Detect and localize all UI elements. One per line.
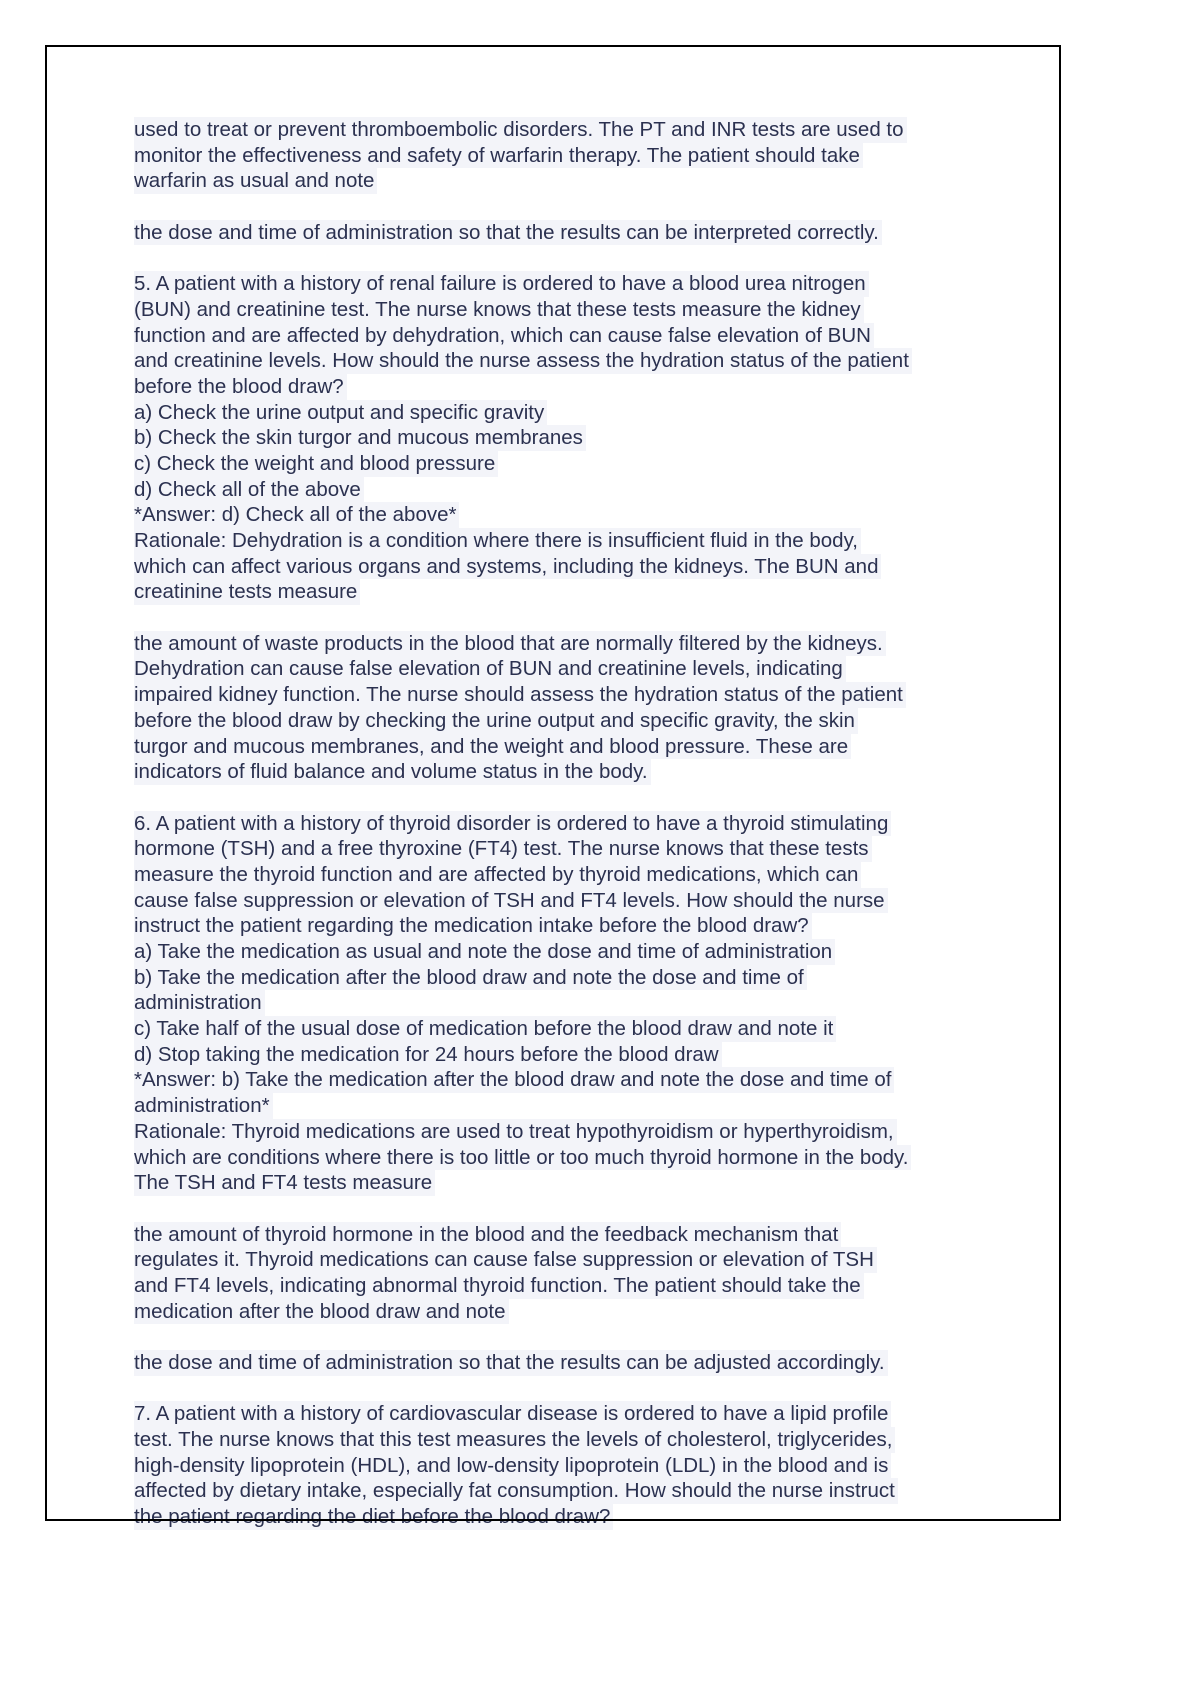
highlighted-text: instruct the patient regarding the medication intake before the blood draw? <box>134 913 812 939</box>
highlighted-text: before the blood draw? <box>134 374 347 400</box>
highlighted-text: and FT4 levels, indicating abnormal thyroid function. The patient should take the <box>134 1273 864 1299</box>
text-line <box>134 656 1014 682</box>
highlighted-text: regulates it. Thyroid medications can cause false suppression or elevation of TSH <box>134 1247 877 1273</box>
text-line <box>134 1350 1014 1376</box>
highlighted-text: monitor the effectiveness and safety of warfarin therapy. The patient should take <box>134 143 863 169</box>
text-line <box>134 451 1014 477</box>
text-line <box>134 297 1014 323</box>
highlighted-text: 7. A patient with a history of cardiovascular disease is ordered to have a lipid profile <box>134 1401 891 1427</box>
text-line <box>134 400 1014 426</box>
highlighted-text: administration* <box>134 1093 273 1119</box>
text-line <box>134 1067 1014 1093</box>
highlighted-text: warfarin as usual and note <box>134 168 377 194</box>
highlighted-text: creatinine tests measure <box>134 579 360 605</box>
highlighted-text: administration <box>134 990 265 1016</box>
highlighted-text: 5. A patient with a history of renal failure is ordered to have a blood urea nitrogen <box>134 271 869 297</box>
highlighted-text: test. The nurse knows that this test measures the levels of cholesterol, triglycerides, <box>134 1427 895 1453</box>
highlighted-text: 6. A patient with a history of thyroid disorder is ordered to have a thyroid stimulating <box>134 811 891 837</box>
highlighted-text: The TSH and FT4 tests measure <box>134 1170 435 1196</box>
highlighted-text: (BUN) and creatinine test. The nurse knows that these tests measure the kidney <box>134 297 864 323</box>
text-line <box>134 734 1014 760</box>
text-line <box>134 1427 1014 1453</box>
text-line <box>134 1093 1014 1119</box>
blank-line <box>134 605 1014 631</box>
text-line <box>134 143 1014 169</box>
highlighted-text: the dose and time of administration so that the results can be interpreted correctly. <box>134 220 882 246</box>
highlighted-text: d) Stop taking the medication for 24 hours before the blood draw <box>134 1042 722 1068</box>
highlighted-text: affected by dietary intake, especially fat consumption. How should the nurse instruct <box>134 1478 898 1504</box>
text-line <box>134 939 1014 965</box>
highlighted-text: which are conditions where there is too little or too much thyroid hormone in the body. <box>134 1145 911 1171</box>
text-line <box>134 271 1014 297</box>
text-line <box>134 811 1014 837</box>
blank-line <box>134 1376 1014 1402</box>
text-line <box>134 682 1014 708</box>
text-line <box>134 425 1014 451</box>
highlighted-text: d) Check all of the above <box>134 477 364 503</box>
text-line <box>134 528 1014 554</box>
text-line <box>134 374 1014 400</box>
text-line <box>134 1273 1014 1299</box>
highlighted-text: a) Take the medication as usual and note the dose and time of administration <box>134 939 835 965</box>
highlighted-text: the amount of thyroid hormone in the blood and the feedback mechanism that <box>134 1222 841 1248</box>
text-line <box>134 913 1014 939</box>
highlighted-text: before the blood draw by checking the urine output and specific gravity, the skin <box>134 708 858 734</box>
text-line <box>134 323 1014 349</box>
text-line <box>134 502 1014 528</box>
text-line <box>134 1016 1014 1042</box>
highlighted-text: c) Check the weight and blood pressure <box>134 451 498 477</box>
highlighted-text: Rationale: Thyroid medications are used to treat hypothyroidism or hyperthyroidism, <box>134 1119 897 1145</box>
text-line <box>134 862 1014 888</box>
highlighted-text: used to treat or prevent thromboembolic disorders. The PT and INR tests are used to <box>134 117 907 143</box>
text-line <box>134 1453 1014 1479</box>
blank-line <box>134 245 1014 271</box>
text-line <box>134 348 1014 374</box>
text-line <box>134 477 1014 503</box>
highlighted-text: b) Check the skin turgor and mucous membranes <box>134 425 586 451</box>
blank-line <box>134 1196 1014 1222</box>
text-line <box>134 579 1014 605</box>
highlighted-text: the amount of waste products in the blood that are normally filtered by the kidneys. <box>134 631 886 657</box>
text-line <box>134 888 1014 914</box>
text-line <box>134 1247 1014 1273</box>
text-line <box>134 759 1014 785</box>
highlighted-text: a) Check the urine output and specific gravity <box>134 400 547 426</box>
highlighted-text: *Answer: d) Check all of the above* <box>134 502 459 528</box>
text-line <box>134 1401 1014 1427</box>
document-body <box>134 117 1014 1530</box>
highlighted-text: the patient regarding the diet before the blood draw? <box>134 1504 613 1530</box>
highlighted-text: medication after the blood draw and note <box>134 1299 509 1325</box>
highlighted-text: c) Take half of the usual dose of medication before the blood draw and note it <box>134 1016 836 1042</box>
blank-line <box>134 1324 1014 1350</box>
highlighted-text: b) Take the medication after the blood draw and note the dose and time of <box>134 965 807 991</box>
highlighted-text: measure the thyroid function and are affected by thyroid medications, which can <box>134 862 861 888</box>
highlighted-text: which can affect various organs and systems, including the kidneys. The BUN and <box>134 554 881 580</box>
text-line <box>134 1299 1014 1325</box>
highlighted-text: cause false suppression or elevation of TSH and FT4 levels. How should the nurse <box>134 888 888 914</box>
text-line <box>134 1145 1014 1171</box>
text-line <box>134 1042 1014 1068</box>
highlighted-text: *Answer: b) Take the medication after the blood draw and note the dose and time of <box>134 1067 894 1093</box>
highlighted-text: indicators of fluid balance and volume status in the body. <box>134 759 651 785</box>
text-line <box>134 1119 1014 1145</box>
text-line <box>134 168 1014 194</box>
text-line <box>134 1222 1014 1248</box>
highlighted-text: the dose and time of administration so that the results can be adjusted accordingly. <box>134 1350 888 1376</box>
text-line <box>134 631 1014 657</box>
highlighted-text: and creatinine levels. How should the nurse assess the hydration status of the patient <box>134 348 912 374</box>
text-line <box>134 708 1014 734</box>
highlighted-text: turgor and mucous membranes, and the weight and blood pressure. These are <box>134 734 851 760</box>
highlighted-text: function and are affected by dehydration, which can cause false elevation of BUN <box>134 323 874 349</box>
text-line <box>134 1478 1014 1504</box>
text-line <box>134 965 1014 991</box>
text-line <box>134 554 1014 580</box>
highlighted-text: Dehydration can cause false elevation of BUN and creatinine levels, indicating <box>134 656 846 682</box>
highlighted-text: Rationale: Dehydration is a condition where there is insufficient fluid in the body, <box>134 528 861 554</box>
text-line <box>134 1504 1014 1530</box>
text-line <box>134 220 1014 246</box>
text-line <box>134 1170 1014 1196</box>
highlighted-text: high-density lipoprotein (HDL), and low-density lipoprotein (LDL) in the blood and is <box>134 1453 891 1479</box>
text-line <box>134 117 1014 143</box>
text-line <box>134 836 1014 862</box>
highlighted-text: impaired kidney function. The nurse should assess the hydration status of the patient <box>134 682 906 708</box>
text-line <box>134 990 1014 1016</box>
blank-line <box>134 194 1014 220</box>
highlighted-text: hormone (TSH) and a free thyroxine (FT4) test. The nurse knows that these tests <box>134 836 872 862</box>
blank-line <box>134 785 1014 811</box>
